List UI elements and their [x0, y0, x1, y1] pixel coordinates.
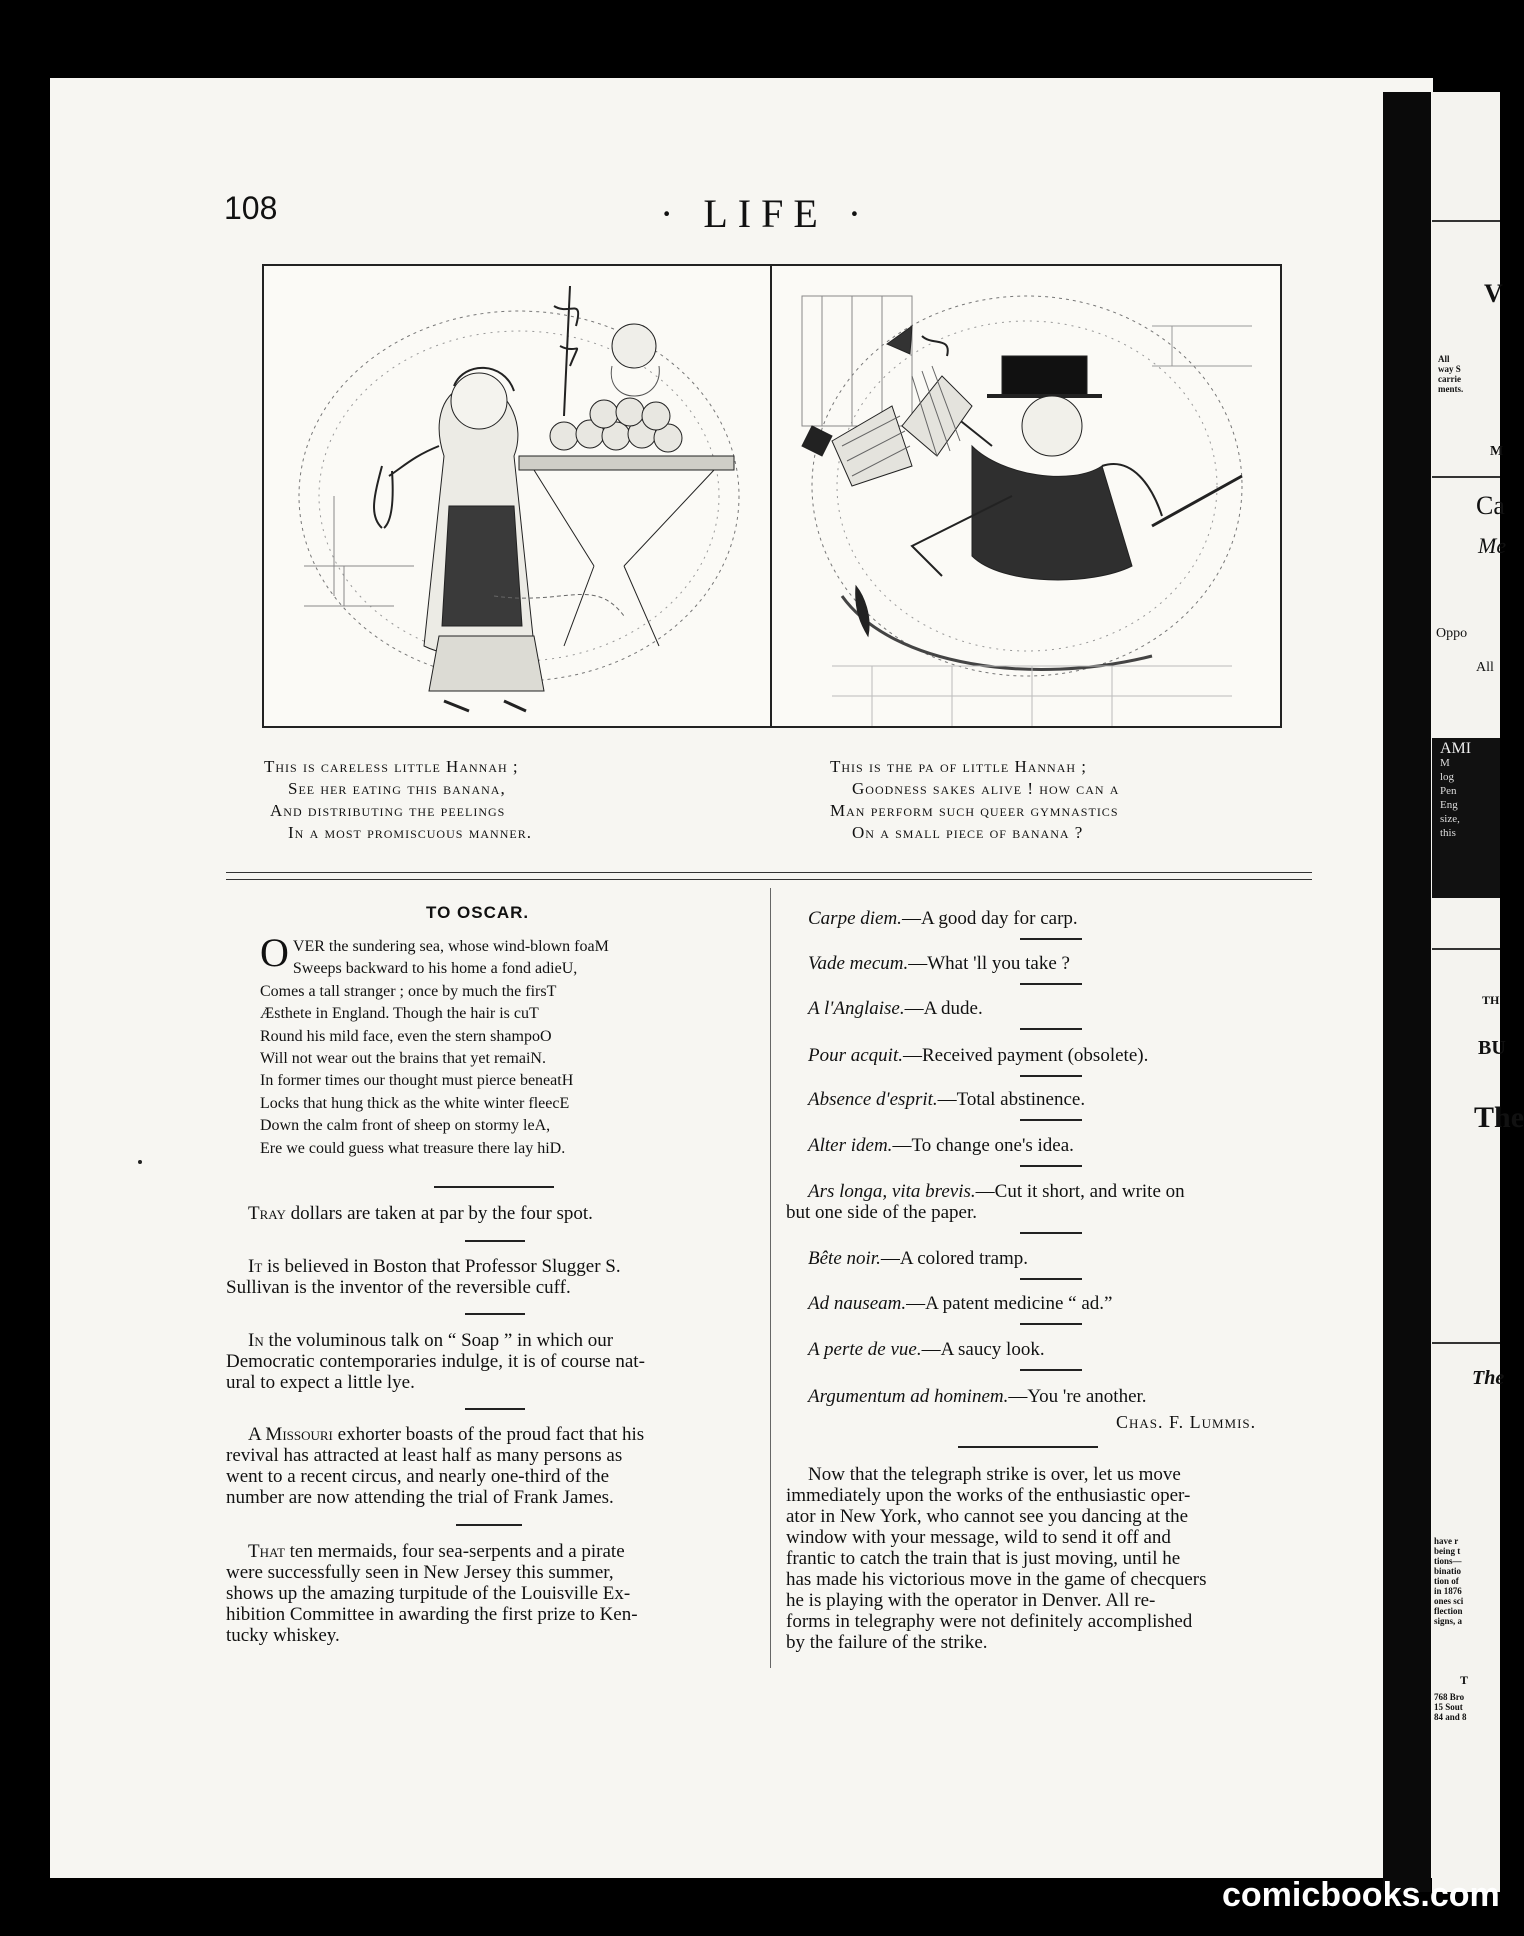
short-rule	[1020, 1028, 1082, 1030]
illustration-girl-eating-banana	[264, 266, 770, 726]
poem-body	[260, 930, 609, 1160]
adjacent-fragment: TH	[1482, 993, 1500, 1007]
drop-cap: O	[260, 930, 289, 975]
poem-line: Sweeps backward to his home a fond adieU,	[292, 960, 578, 978]
caption-line: This is the pa of little Hannah ;	[830, 757, 1088, 776]
translation-entry: Pour acquit.—Received payment (obsolete).	[808, 1045, 1149, 1066]
paragraph-soap: In the voluminous talk on “ Soap ” in which our Democratic contemporaries indulge, it is of course nat- ural to expect a little lye.	[226, 1330, 645, 1393]
paragraph-tray: Tray dollars are taken at par by the four spot.	[248, 1203, 593, 1224]
translation-entry: Argumentum ad hominem.—You 're another.	[808, 1386, 1147, 1407]
paragraph-lead: That	[248, 1541, 285, 1562]
translation-entry: Vade mecum.—What 'll you take ?	[808, 953, 1070, 974]
poem-line: Comes a tall stranger ; once by much the firsT	[260, 982, 557, 1000]
adjacent-fragment: BU	[1478, 1037, 1506, 1059]
caption-right	[830, 756, 1119, 844]
adjacent-fragment: V	[1484, 279, 1503, 308]
adjacent-rule	[1432, 220, 1500, 222]
adjacent-fragment: 768 Bro 15 Sout 84 and 8	[1434, 1692, 1467, 1722]
translation-entry: Ad nauseam.—A patent medicine “ ad.”	[808, 1293, 1113, 1314]
caption-line: Goodness sakes alive ! how can a	[852, 779, 1120, 798]
author-signature: Chas. F. Lummis.	[1116, 1412, 1257, 1432]
paragraph-missouri: A Missouri exhorter boasts of the proud fact that his revival has attracted at least half as many persons as went to a recent circus, and nearly one-third of the number are now attending the trial of Frank James.	[226, 1424, 645, 1508]
short-rule	[1020, 1278, 1082, 1280]
short-rule	[1020, 1232, 1082, 1234]
adjacent-fragment: The	[1474, 1101, 1524, 1134]
short-rule	[1020, 1165, 1082, 1167]
masthead-title: · LIFE ·	[660, 191, 872, 236]
poem-title: TO OSCAR.	[426, 903, 530, 922]
paragraph-lead: In	[248, 1330, 264, 1351]
short-rule	[434, 1186, 554, 1188]
cartoon-panel-pa	[770, 264, 1282, 728]
translation-entry: Absence d'esprit.—Total abstinence.	[808, 1089, 1086, 1110]
poem-line: Down the calm front of sheep on stormy leA,	[260, 1117, 551, 1135]
short-rule	[465, 1313, 525, 1315]
poem-line: Locks that hung thick as the white winter fleecE	[260, 1094, 570, 1112]
column-divider	[770, 888, 771, 1668]
paragraph-lead: Tray	[248, 1203, 286, 1224]
adjacent-fragment: M	[1490, 444, 1504, 459]
paragraph-lead: It	[248, 1256, 263, 1277]
adjacent-rule	[1432, 948, 1500, 950]
adjacent-fragment: Oppo	[1436, 626, 1468, 641]
section-divider	[226, 872, 1312, 880]
caption-line: This is careless little Hannah ;	[264, 757, 519, 776]
poem-line: Will not wear out the brains that yet remaiN.	[260, 1050, 546, 1068]
translation-entry: A l'Anglaise.—A dude.	[808, 998, 983, 1019]
caption-left	[264, 756, 532, 844]
short-rule	[1020, 938, 1082, 940]
translation-continuation: but one side of the paper.	[786, 1202, 978, 1223]
short-rule	[465, 1240, 525, 1242]
short-rule	[1020, 983, 1082, 985]
translation-entry: Bête noir.—A colored tramp.	[808, 1248, 1029, 1269]
adjacent-fragment: have r being t tions— binatio tion of in 1876 ones sci flection signs, a	[1434, 1536, 1464, 1626]
short-rule	[1020, 1323, 1082, 1325]
adjacent-rule	[1432, 1342, 1500, 1344]
cartoon-panel-hannah	[262, 264, 772, 728]
adjacent-fragment: T	[1460, 1673, 1469, 1687]
short-rule	[958, 1446, 1098, 1448]
paragraph-telegraph: Now that the telegraph strike is over, let us move immediately upon the works of the enthusiastic oper- ator in New York, who cannot see you dancing at the window with your message, wild to send it off and frantic to catch the train that is just moving, until he has made his victorious move in the game of checquers he is playing with the operator in Denver. All re- forms in telegraphy were not definitely accomplished by the failure of the strike.	[786, 1464, 1207, 1653]
poem-line: VER the sundering sea, whose wind-blown foaM	[292, 938, 609, 955]
adjacent-fragment: All way S carrie ments.	[1438, 354, 1464, 394]
caption-line: On a small piece of banana ?	[852, 823, 1084, 842]
adjacent-page	[1432, 92, 1524, 1892]
poem-line: Round his mild face, even the stern shampoO	[260, 1027, 552, 1045]
translation-entry: Alter idem.—To change one's idea.	[808, 1135, 1074, 1156]
paragraph-lead: A Missouri	[248, 1424, 333, 1445]
short-rule	[1020, 1119, 1082, 1121]
adjacent-fragment: The	[1472, 1367, 1505, 1389]
short-rule	[1020, 1075, 1082, 1077]
poem-line: Ere we could guess what treasure there lay hiD.	[260, 1139, 566, 1157]
watermark-logo: comicbooks.com	[1222, 1876, 1500, 1914]
translation-entry: Carpe diem.—A good day for carp.	[808, 908, 1078, 929]
caption-line: In a most promiscuous manner.	[288, 823, 532, 842]
adjacent-fragment: All	[1476, 660, 1494, 675]
scan-speck	[138, 1160, 142, 1164]
adjacent-fragment: Ca	[1476, 491, 1505, 520]
adjacent-rule	[1432, 476, 1500, 478]
caption-line: Man perform such queer gymnastics	[830, 801, 1119, 820]
illustration-man-slipping	[772, 266, 1280, 726]
poem-line: In former times our thought must pierce beneatH	[260, 1072, 574, 1090]
page-gutter	[1383, 92, 1431, 1892]
short-rule	[1020, 1369, 1082, 1371]
paragraph-mermaids: That ten mermaids, four sea-serpents and a pirate were successfully seen in New Jersey this summer, shows up the amazing turpitude of the Louisville Ex- hibition Committee in awarding the first prize to Ken- tucky whiskey.	[226, 1541, 638, 1646]
paragraph-boston: It is believed in Boston that Professor Slugger S. Sullivan is the inventor of the reversible cuff.	[226, 1256, 621, 1298]
adjacent-advert: AMI M log Pen Eng size, this	[1432, 738, 1500, 898]
caption-line: And distributing the peelings	[270, 801, 506, 820]
poem-line: Æsthete in England. Though the hair is cuT	[260, 1005, 539, 1023]
short-rule	[465, 1408, 525, 1410]
translation-entry: Ars longa, vita brevis.—Cut it short, and write on	[808, 1181, 1185, 1202]
adjacent-fragment: Me	[1478, 533, 1507, 558]
caption-line: See her eating this banana,	[288, 779, 506, 798]
translation-entry: A perte de vue.—A saucy look.	[808, 1339, 1045, 1360]
short-rule	[456, 1524, 522, 1526]
page-number: 108	[224, 190, 278, 226]
